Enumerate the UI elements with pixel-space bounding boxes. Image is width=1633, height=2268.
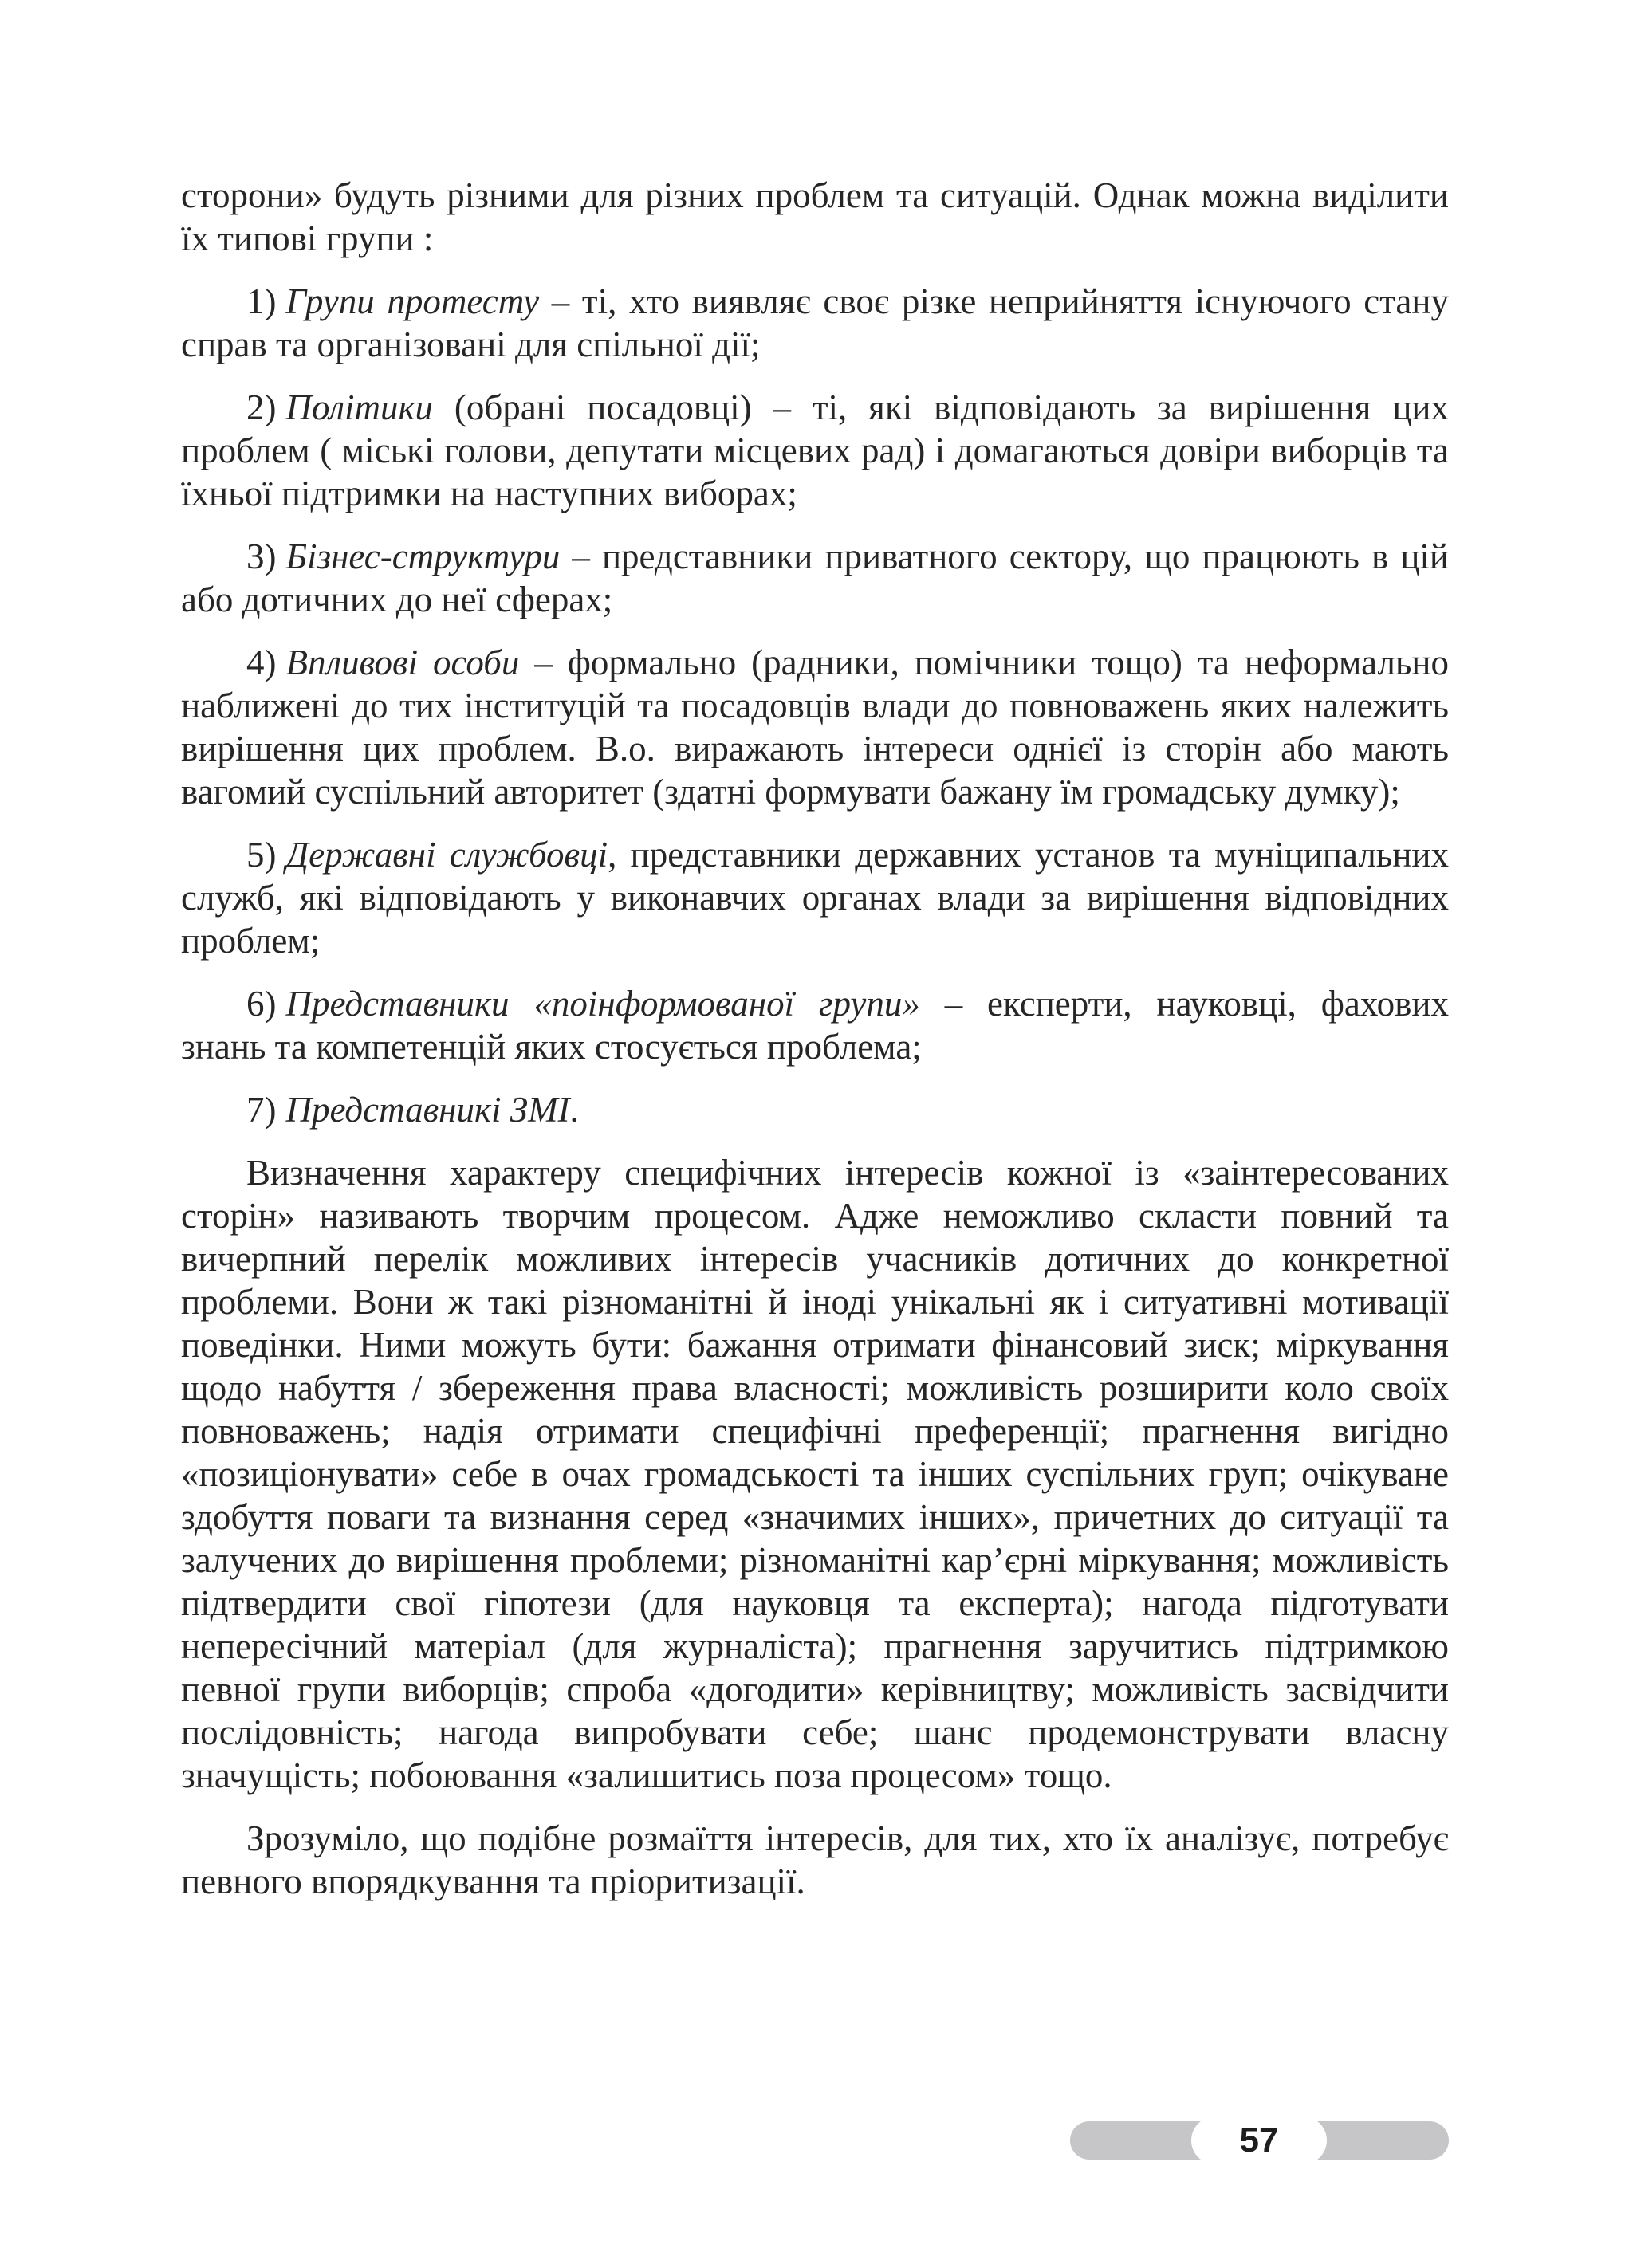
list-item-term: Політики bbox=[285, 387, 434, 427]
page-body bbox=[181, 174, 1449, 1923]
list-item-term: Впливові особи bbox=[285, 643, 520, 682]
list-item-informed-group bbox=[181, 982, 1449, 1068]
list-item-number: 2) bbox=[246, 387, 277, 427]
list-item-text: – ті, хто виявляє своє різке неприйняття існуючого стану справ та організовані для спільної дії; bbox=[181, 281, 1449, 364]
page-number-bar bbox=[1070, 2117, 1449, 2164]
list-item-term: Державні службовці bbox=[285, 835, 608, 875]
list-item-business bbox=[181, 535, 1449, 621]
list-item-influencers bbox=[181, 641, 1449, 813]
list-item-text: – представники приватного сектору, що працюють в цій або дотичних до неї сферах; bbox=[181, 537, 1449, 619]
list-item-text: – формально (радники, помічники тощо) та неформально наближені до тих інституцій та посадовців влади до повноважень яких належить вирішення цих проблем. В.о. виражають інтереси однієї із сторін або мають вагомий суспільний авторитет (здатні формувати бажану їм громадську думку); bbox=[181, 643, 1450, 812]
conclusion-paragraph: Зрозуміло, що подібне розмаїття інтересів, для тих, хто їх аналізує, потребує певного впорядкування та пріоритизації. bbox=[181, 1818, 1449, 1901]
list-item-protest-groups bbox=[181, 280, 1449, 366]
list-item-term: Групи протесту bbox=[285, 281, 540, 321]
interests-paragraph: Визначення характеру специфічних інтересів кожної із «заінтересованих сторін» називають творчим процесом. Адже неможливо скласти повний та вичерпний перелік можливих інтересів учасників дотичних до конкретної проблеми. Вони ж такі різноманітні й іноді унікальні як і ситуативні мотивації поведінки. Ними можуть бути: бажання отримати фінансовий зиск; міркування щодо набуття / збереження права власності; можливість розширити коло своїх повноважень; надія отримати специфічні преференції; прагнення вигідно «позиціонувати» себе в очах громадськості та інших суспільних груп; очікуване здобуття поваги та визнання серед «значимих інших», причетних до ситуації та залучених до вирішення проблеми; різноманітні кар’єрні міркування; можливість підтвердити свої гіпотези (для науковця та експерта); нагода підготувати непересічний матеріал (для журналіста); прагнення заручитись підтримкою певної групи виборців; спроба «догодити» керівництву; можливість засвідчити послідовність; нагода випробувати себе; шанс продемонструвати власну значущість; побоювання «залишитись поза процесом» тощо. bbox=[181, 1153, 1449, 1795]
list-item-text: . bbox=[569, 1090, 579, 1130]
list-item-number: 3) bbox=[246, 537, 277, 576]
list-item-number: 6) bbox=[246, 984, 277, 1024]
list-item-term: Представники «поінформованої групи» bbox=[285, 984, 920, 1024]
list-item-text: , представники державних установ та муніципальних служб, які відповідають у виконавчих органах влади за вирішення відповідних проблем; bbox=[181, 835, 1449, 961]
list-item-term: Представникі ЗМІ bbox=[285, 1090, 570, 1130]
list-item-politicians bbox=[181, 386, 1449, 515]
list-item-text: – експерти, науковці, фахових знань та компетенцій яких стосується проблема; bbox=[181, 984, 1449, 1067]
list-item-number: 1) bbox=[246, 281, 277, 321]
page-number: 57 bbox=[1191, 2117, 1327, 2164]
list-item-media bbox=[181, 1088, 1449, 1131]
intro-paragraph: сторони» будуть різними для різних проблем та ситуацій. Однак можна виділити їх типові групи : bbox=[181, 175, 1449, 258]
list-item-text: (обрані посадовці) – ті, які відповідають за вирішення цих проблем ( міські голови, депутати місцевих рад) і домагаються довіри виборців та їхньої підтримки на наступних виборах; bbox=[181, 387, 1449, 513]
list-item-number: 5) bbox=[246, 835, 277, 875]
list-item-term: Бізнес-структури bbox=[285, 537, 561, 576]
list-item-number: 4) bbox=[246, 643, 277, 682]
list-item-civil-servants bbox=[181, 833, 1449, 962]
list-item-number: 7) bbox=[246, 1090, 277, 1130]
